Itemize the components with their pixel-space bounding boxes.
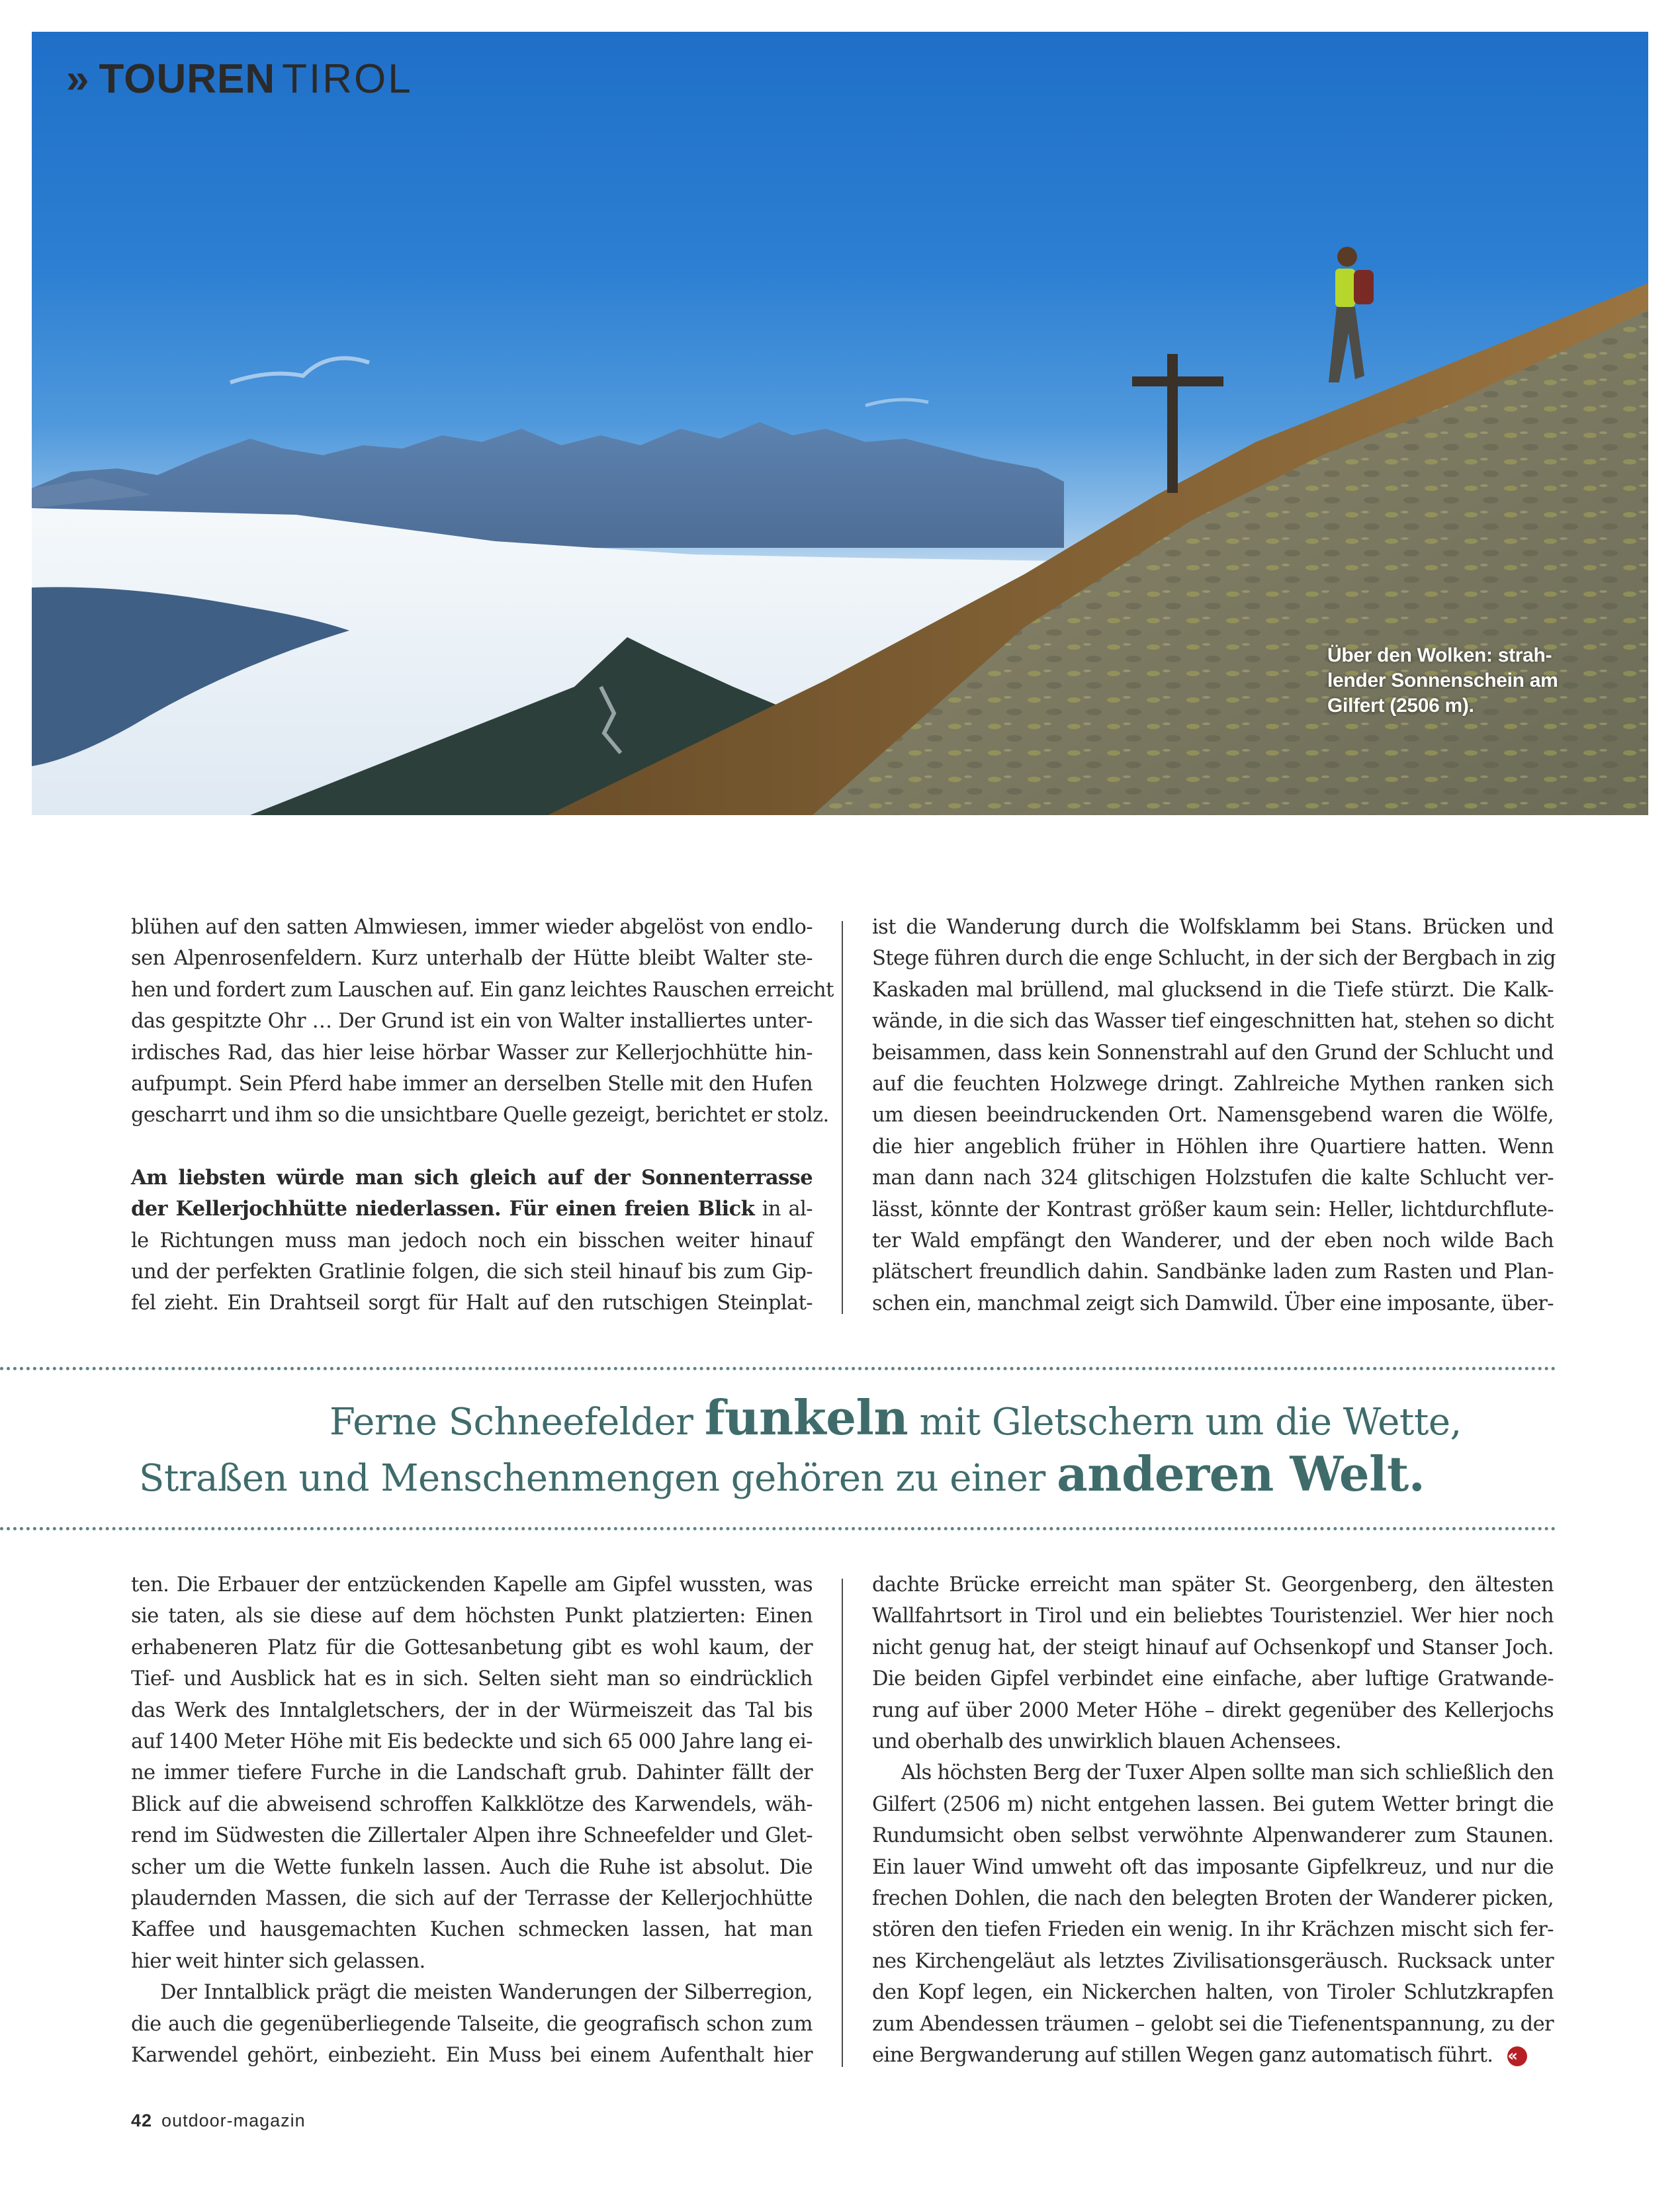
caption-line: Über den Wolken: strah- — [1327, 644, 1552, 666]
text-line: lässt, könnte der Kontrast größer kaum sein: Heller, lichtdurchflute- — [872, 1198, 1554, 1221]
text-line: ist die Wanderung durch die Wolfsklamm bei Stans. Brücken und — [872, 916, 1554, 939]
dotted-rule-top — [0, 1367, 1556, 1370]
text-line: auf die feuchten Holzwege dringt. Zahlreiche Mythen ranken sich — [872, 1072, 1554, 1096]
section-title — [66, 56, 413, 103]
text-line: die hier angeblich früher in Höhlen ihre Quartiere hatten. Wenn — [872, 1135, 1554, 1159]
text-line: dachte Brücke erreicht man später St. Georgenberg, den ältesten — [872, 1573, 1554, 1597]
quote-text: mit Gletschern um die Wette, — [908, 1401, 1462, 1444]
pull-quote-line-2 — [0, 1446, 1680, 1502]
text-line: Als höchsten Berg der Tuxer Alpen sollte man sich schließlich den — [901, 1761, 1554, 1785]
text-line: Der Inntalblick prägt die meisten Wanderungen der Silberregion, — [160, 1981, 813, 2005]
upper-right-column — [872, 912, 1554, 1319]
text-line: um diesen beeindruckenden Ort. Namensgebend waren die Wölfe, — [872, 1104, 1554, 1127]
text-run: eine Bergwanderung auf stillen Wegen ganz automatisch führt. — [872, 2044, 1493, 2068]
caption-line: Gilfert (2506 m). — [1327, 695, 1474, 717]
text-line: Kaskaden mal brüllend, mal glucksend in die Tiefe stürzt. Die Kalk- — [872, 978, 1554, 1002]
bold-text: Am liebsten würde man sich gleich auf der Sonnenterrasse — [131, 1165, 813, 1190]
text-line-mixed — [131, 1194, 813, 1225]
column-divider — [842, 1579, 843, 2067]
text-line: sen Alpenrosenfeldern. Kurz unterhalb der Hütte bleibt Walter ste- — [131, 947, 813, 971]
text-line: stören den tiefen Frieden ein wenig. In ihr Krächzen mischt sich fer- — [872, 1918, 1554, 1942]
text-line: rend im Südwesten die Zillertaler Alpen ihre Schneefelder und Glet- — [131, 1824, 813, 1848]
text-run: in al- — [754, 1198, 813, 1221]
page-footer — [131, 2111, 306, 2131]
text-line-final — [872, 2040, 1554, 2071]
pull-quote-line-1 — [0, 1389, 1680, 1446]
section-title-light: TIROL — [282, 56, 413, 102]
text-line: ne immer tiefere Furche in die Landschaft grub. Dahinter fällt der — [131, 1761, 813, 1785]
quote-emphasis: anderen Welt. — [1057, 1446, 1425, 1502]
quote-text: Straßen und Menschenmengen gehören zu einer — [139, 1457, 1057, 1500]
hiker-figure — [1329, 247, 1374, 382]
text-line: Rundumsicht oben selbst verwöhnte Alpenwanderer zum Staunen. — [872, 1824, 1554, 1848]
text-line: rung auf über 2000 Meter Höhe – direkt gegenüber des Kellerjochs — [872, 1698, 1554, 1722]
paragraph — [131, 1569, 813, 1977]
column-divider — [842, 921, 843, 1314]
paragraph — [872, 1757, 1554, 2071]
text-line: sie taten, als sie diese auf dem höchsten Punkt platzierten: Einen — [131, 1604, 813, 1628]
publication-name: outdoor-magazin — [161, 2111, 306, 2130]
text-line: blühen auf den satten Almwiesen, immer wieder abgelöst von endlo- — [131, 916, 813, 939]
end-of-article-icon: « — [1507, 2046, 1527, 2066]
lower-left-column — [131, 1569, 813, 2072]
text-line: Die beiden Gipfel verbindet eine einfache, aber luftige Gratwande- — [872, 1667, 1554, 1691]
paragraph — [872, 1569, 1554, 1757]
text-line: fel zieht. Ein Drahtseil sorgt für Halt auf den rutschigen Steinplat- — [131, 1291, 813, 1315]
text-line: die auch die gegenüberliegende Talseite, die geografisch schon zum — [131, 2012, 813, 2036]
text-line: schen ein, manchmal zeigt sich Damwild. Über eine imposante, über- — [872, 1291, 1554, 1315]
bold-text: der Kellerjochhütte niederlassen. Für einen freien Blick — [131, 1197, 755, 1221]
text-line: Ein lauer Wind umweht oft das imposante Gipfelkreuz, und nur die — [872, 1855, 1554, 1879]
paragraph — [131, 1977, 813, 2071]
text-line: frechen Dohlen, die nach den belegten Broten der Wanderer picken, — [872, 1887, 1554, 1911]
text-line: ten. Die Erbauer der entzückenden Kapelle am Gipfel wussten, was — [131, 1573, 813, 1597]
text-line: man dann nach 324 glitschigen Holzstufen die kalte Schlucht ver- — [872, 1166, 1554, 1190]
text-line: das gespitzte Ohr … Der Grund ist ein von Walter installiertes unter- — [131, 1010, 813, 1033]
lower-right-column — [872, 1569, 1554, 2072]
text-line: le Richtungen muss man jedoch noch ein bisschen weiter hinauf — [131, 1229, 813, 1252]
text-line: hier weit hinter sich gelassen. — [131, 1949, 425, 1973]
text-line: Kaffee und hausgemachten Kuchen schmecken lassen, hat man — [131, 1918, 813, 1942]
text-line: plaudernden Massen, die sich auf der Terrasse der Kellerjochhütte — [131, 1887, 813, 1911]
paragraph — [131, 912, 834, 1131]
text-line: auf 1400 Meter Höhe mit Eis bedeckte und sich 65 000 Jahre lang ei- — [131, 1730, 813, 1754]
upper-left-column — [131, 912, 834, 1319]
text-line: Stege führen durch die enge Schlucht, in der sich der Bergbach in zig — [872, 947, 1556, 971]
text-line: zum Abendessen träumen – gelobt sei die Tiefenentspannung, zu der — [872, 2012, 1554, 2036]
page-number: 42 — [131, 2111, 153, 2130]
quote-text: Ferne Schneefelder — [330, 1401, 705, 1444]
text-line: Wallfahrtsort in Tirol und ein beliebtes Touristenziel. Wer hier noch — [872, 1604, 1554, 1628]
text-line: erhabeneren Platz für die Gottesanbetung gibt es wohl kaum, der — [131, 1636, 813, 1659]
text-line: Blick auf die abweisend schroffen Kalkklötze des Karwendels, wäh- — [131, 1792, 813, 1816]
text-line: und der perfekten Gratlinie folgen, die sich steil hinauf bis zum Gip- — [131, 1260, 813, 1284]
section-title-bold: TOUREN — [99, 56, 276, 102]
quote-emphasis: funkeln — [704, 1389, 908, 1446]
text-line: Karwendel gehört, einbezieht. Ein Muss bei einem Aufenthalt hier — [131, 2044, 813, 2068]
text-line: irdisches Rad, das hier leise hörbar Wasser zur Kellerjochhütte hin- — [131, 1041, 813, 1065]
text-line: und oberhalb des unwirklich blauen Achensees. — [872, 1730, 1341, 1754]
text-line: plätschert freundlich dahin. Sandbänke laden zum Rasten und Plan- — [872, 1260, 1554, 1284]
text-line: Gilfert (2506 m) nicht entgehen lassen. Bei gutem Wetter bringt die — [872, 1792, 1554, 1816]
text-line-bold — [131, 1162, 813, 1194]
caption-line: lender Sonnenschein am — [1327, 670, 1558, 691]
text-line: aufpumpt. Sein Pferd habe immer an derselben Stelle mit den Hufen — [131, 1072, 813, 1096]
text-line: den Kopf legen, ein Nickerchen halten, von Tiroler Schlutzkrapfen — [872, 1981, 1554, 2005]
text-line: beisammen, dass kein Sonnenstrahl auf den Grund der Schlucht und — [872, 1041, 1554, 1065]
text-line: Tief- und Ausblick hat es in sich. Selten sieht man so eindrücklich — [131, 1667, 813, 1691]
text-line: hen und fordert zum Lauschen auf. Ein ganz leichtes Rauschen erreicht — [131, 978, 834, 1002]
lead-paragraph — [131, 1162, 813, 1319]
hero-photo — [32, 32, 1648, 815]
text-line: das Werk des Inntalgletschers, der in der Würmeiszeit das Tal bis — [131, 1698, 813, 1722]
text-line: nes Kirchengeläut als letztes Zivilisationsgeräusch. Rucksack unter — [872, 1949, 1554, 1973]
text-line: ter Wald empfängt den Wanderer, und der eben noch wilde Bach — [872, 1229, 1554, 1253]
text-line: nicht genug hat, der steigt hinauf auf Ochsenkopf und Stanser Joch. — [872, 1636, 1554, 1659]
photo-caption — [1327, 643, 1579, 719]
dotted-rule-bottom — [0, 1527, 1556, 1530]
text-line: gescharrt und ihm so die unsichtbare Quelle gezeigt, berichtet er stolz. — [131, 1104, 829, 1127]
paragraph — [872, 912, 1554, 1319]
text-line: wände, in die sich das Wasser tief eingeschnitten hat, stehen so dicht — [872, 1010, 1554, 1033]
text-line: scher um die Wette funkeln lassen. Auch die Ruhe ist absolut. Die — [131, 1855, 813, 1879]
chevron-right-icon: » — [66, 56, 90, 102]
